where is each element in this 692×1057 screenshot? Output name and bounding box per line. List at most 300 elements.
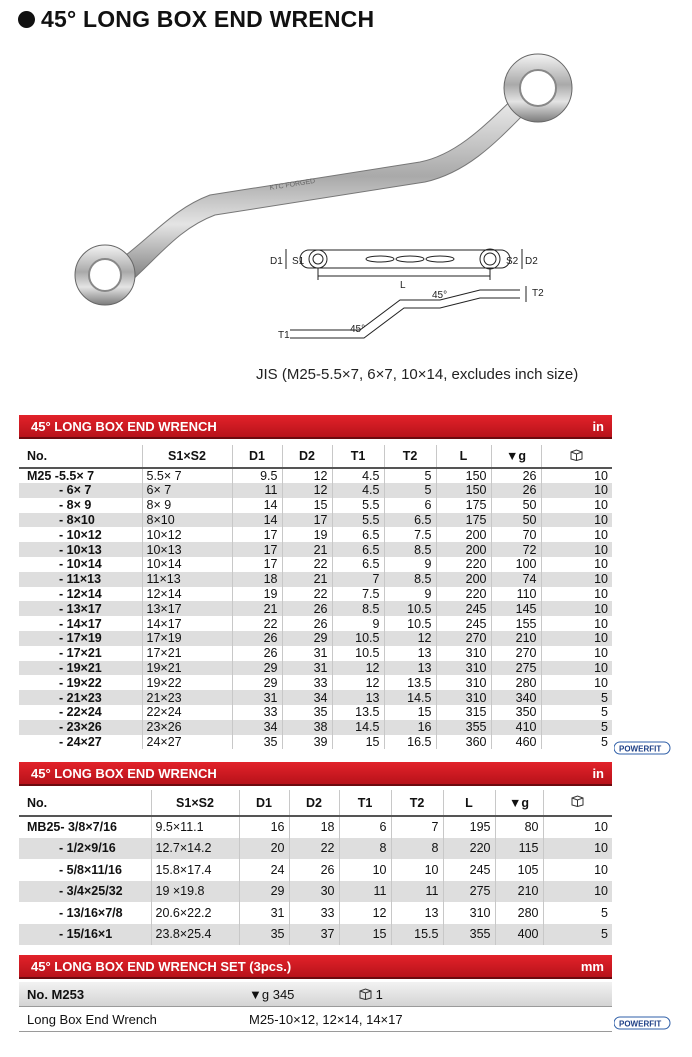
table2-cell: 10 [543, 859, 612, 881]
set-qty-value: 1 [375, 987, 383, 1002]
table1-cell: 26 [282, 616, 332, 631]
table2-cell: 29 [239, 881, 289, 903]
table1-cell: 15 [282, 498, 332, 513]
table1-cell: 9 [384, 557, 436, 572]
table2-cell: 5 [543, 902, 612, 924]
table1-cell: 10.5 [384, 601, 436, 616]
svg-text:S2: S2 [506, 256, 519, 267]
table2-cell: 15 [339, 924, 391, 946]
table1-cell: - 10×14 [59, 557, 102, 572]
table2-unit: in [592, 766, 604, 781]
table1-cell: 34 [232, 720, 282, 735]
table2-cell: 22 [289, 838, 339, 860]
table1-cell: 100 [491, 557, 541, 572]
table1-cell: 6.5 [384, 513, 436, 528]
table2-cell: 195 [443, 816, 495, 838]
svg-text:POWERFIT: POWERFIT [619, 744, 662, 754]
set-contents: M25-10×12, 12×14, 14×17 [249, 1012, 403, 1027]
table1-cell: - 24×27 [59, 734, 102, 749]
table2-header-7: ▼g [495, 790, 543, 816]
table1-cell: 7.5 [384, 527, 436, 542]
table1-cell: 17 [232, 527, 282, 542]
table1-cell: 14 [232, 498, 282, 513]
table2-cell: 12 [339, 902, 391, 924]
table1-cell: 39 [282, 735, 332, 750]
table1-cell: 4.5 [332, 483, 384, 498]
bullet-dot [18, 11, 35, 28]
table1-cell: 35 [282, 705, 332, 720]
table1-cell: 13×17 [142, 601, 232, 616]
table1-cell: 12 [332, 661, 384, 676]
table-row [19, 587, 612, 602]
table2-cell: 13 [391, 902, 443, 924]
table1-cell: 280 [491, 675, 541, 690]
table2-cell: 20 [239, 838, 289, 860]
set-unit: mm [580, 959, 604, 974]
table1-header-band [19, 415, 612, 437]
set-table [19, 982, 612, 1032]
table1-unit: in [592, 419, 604, 434]
table1-cell: 22×24 [142, 705, 232, 720]
table2-cell: 35 [239, 924, 289, 946]
table1-cell: 10 [541, 468, 612, 483]
table1-cell: 29 [232, 675, 282, 690]
table-row [19, 483, 612, 498]
box-icon [570, 449, 583, 461]
table1-cell: 12 [332, 675, 384, 690]
table1-cell: 8.5 [384, 572, 436, 587]
table1-cell: 12 [384, 631, 436, 646]
table2-cell: 80 [495, 816, 543, 838]
table1-cell: 26 [232, 631, 282, 646]
table2-cell: - 1/2×9/16 [19, 838, 151, 860]
table1-cell: 10 [541, 542, 612, 557]
svg-text:D2: D2 [525, 256, 538, 267]
table1-cell: 10 [541, 587, 612, 602]
table2-cell: - 5/8×11/16 [59, 862, 122, 877]
table2-header-4: T1 [339, 790, 391, 816]
table2-cell: 11 [391, 881, 443, 903]
table1-cell: 22 [282, 587, 332, 602]
table1-cell: 275 [491, 661, 541, 676]
table1-cell: 10 [541, 631, 612, 646]
table1-cell: 6.5 [332, 527, 384, 542]
wrench-illustration [60, 50, 620, 350]
table1-cell: 6.5 [332, 557, 384, 572]
table2-cell: - 15/16×1 [19, 924, 151, 946]
set-weight-value: g 345 [261, 987, 295, 1002]
table2-cell: 33 [289, 902, 339, 924]
table1-cell: 24×27 [142, 735, 232, 750]
table1-cell: 21 [282, 572, 332, 587]
table1-header-2: D1 [232, 445, 282, 468]
table1-cell: 50 [491, 513, 541, 528]
table1-cell: 10 [541, 646, 612, 661]
table1-cell: 10 [541, 483, 612, 498]
table1-cell: 5.5 [332, 498, 384, 513]
svg-text:D1: D1 [270, 256, 283, 267]
table1-cell: 10.5 [332, 646, 384, 661]
set-qty [359, 987, 383, 1002]
table1-cell: 17×19 [142, 631, 232, 646]
table2-cell: 15.8×17.4 [151, 859, 239, 881]
table-row [19, 838, 612, 860]
table1-cell: 31 [282, 646, 332, 661]
table2-cell: 8 [391, 838, 443, 860]
table1-cell: 18 [232, 572, 282, 587]
table1-cell: 10 [541, 498, 612, 513]
table2-cell: 11 [339, 881, 391, 903]
table1-cell: 70 [491, 527, 541, 542]
table1-cell: 7 [332, 572, 384, 587]
svg-text:T1: T1 [278, 330, 290, 341]
table1-cell: 4.5 [332, 468, 384, 483]
table1-cell: 270 [436, 631, 491, 646]
table1-cell: 175 [436, 498, 491, 513]
table1-cell: 145 [491, 601, 541, 616]
table-row [19, 527, 612, 542]
table1-cell: - 6× 7 [19, 483, 142, 498]
table2-cell: 210 [495, 881, 543, 903]
table1-cell: 8× 9 [142, 498, 232, 513]
table2-cell: 26 [289, 859, 339, 881]
table2-cell: - 13/16×7/8 [59, 905, 123, 920]
table1-cell: 200 [436, 572, 491, 587]
table1-cell: - 8× 9 [59, 498, 92, 513]
table1-header-8 [541, 445, 612, 468]
table-row [19, 631, 612, 646]
svg-text:45°: 45° [350, 324, 366, 335]
table1-cell: 38 [282, 720, 332, 735]
table-row [19, 902, 612, 924]
table1-cell: 10 [541, 572, 612, 587]
table2-title: 45° LONG BOX END WRENCH [31, 766, 217, 781]
table2-header-1: S1×S2 [151, 790, 239, 816]
table1-cell: 33 [282, 675, 332, 690]
table2-cell: 10 [543, 838, 612, 860]
table1-cell: 15 [384, 705, 436, 720]
table1 [19, 445, 612, 749]
table2-cell: 10 [339, 859, 391, 881]
table2-cell: 6 [339, 816, 391, 838]
table1-cell: 5 [541, 705, 612, 720]
table2-cell: 15.5 [391, 924, 443, 946]
table2-cell: 10 [543, 881, 612, 903]
table1-cell: 360 [436, 735, 491, 750]
svg-text:T2: T2 [532, 288, 544, 299]
table1-cell: 5 [541, 735, 612, 750]
table1-cell: 16.5 [384, 735, 436, 750]
table2-cell: 30 [289, 881, 339, 903]
table1-cell: 245 [436, 601, 491, 616]
set-weight: ▼g 345 [249, 987, 295, 1002]
table-row [19, 881, 612, 903]
table-row [19, 720, 612, 735]
table1-cell: 310 [436, 675, 491, 690]
box-icon [571, 795, 584, 807]
table1-cell: 8.5 [384, 542, 436, 557]
table-row [19, 542, 612, 557]
table1-cell: 26 [491, 483, 541, 498]
table1-cell: 340 [491, 690, 541, 705]
table2-cell: 115 [495, 838, 543, 860]
table1-cell: 13 [332, 690, 384, 705]
table1-cell: 31 [282, 661, 332, 676]
table1-cell: 17×21 [142, 646, 232, 661]
table1-cell: 150 [436, 468, 491, 483]
table1-cell: 23×26 [142, 720, 232, 735]
table1-cell: 5.5× 7 [142, 468, 232, 483]
table1-cell: 14 [232, 513, 282, 528]
table-row [19, 646, 612, 661]
svg-text:S1: S1 [292, 256, 305, 267]
table1-cell: 14.5 [384, 690, 436, 705]
table2-header-5: T2 [391, 790, 443, 816]
table1-cell: 9 [332, 616, 384, 631]
table2-cell: 23.8×25.4 [151, 924, 239, 946]
page-title [18, 6, 374, 33]
table1-cell: 22 [282, 557, 332, 572]
table1-cell: - 19×21 [19, 661, 142, 676]
table1-cell: 310 [436, 661, 491, 676]
table-row [19, 924, 612, 946]
table1-cell: - 21×23 [19, 690, 142, 705]
set-item: Long Box End Wrench [27, 1012, 157, 1027]
table2-cell: 355 [443, 924, 495, 946]
table1-cell: 19×21 [142, 661, 232, 676]
table1-cell: 13 [384, 646, 436, 661]
table1-cell: 220 [436, 557, 491, 572]
table1-cell: 17 [282, 513, 332, 528]
table1-header-5: T2 [384, 445, 436, 468]
table1-cell: 26 [232, 646, 282, 661]
table1-cell: 50 [491, 498, 541, 513]
table1-cell: 150 [436, 483, 491, 498]
table1-cell: - 10×12 [59, 527, 102, 542]
table1-cell: - 23×26 [19, 720, 142, 735]
table1-cell: 33 [232, 705, 282, 720]
table-row [19, 513, 612, 528]
table-row [19, 601, 612, 616]
table1-cell: 17 [232, 542, 282, 557]
table1-cell: 15 [332, 735, 384, 750]
table1-cell: 5.5 [332, 513, 384, 528]
table2-cell: 12.7×14.2 [151, 838, 239, 860]
table1-cell: 155 [491, 616, 541, 631]
table-row [19, 816, 612, 838]
table2-header-2: D1 [239, 790, 289, 816]
table1-cell: 21 [282, 542, 332, 557]
table2-cell: 24 [239, 859, 289, 881]
table1-cell: 22 [232, 616, 282, 631]
table2-header-3: D2 [289, 790, 339, 816]
table1-cell: 19 [282, 527, 332, 542]
table1-header-1: S1×S2 [142, 445, 232, 468]
table1-header-4: T1 [332, 445, 384, 468]
table1-cell: 10×12 [142, 527, 232, 542]
table2-cell: 275 [443, 881, 495, 903]
table1-cell: 175 [436, 513, 491, 528]
svg-text:45°: 45° [432, 290, 448, 301]
table1-cell: 315 [436, 705, 491, 720]
jis-note: JIS (M25-5.5×7, 6×7, 10×14, excludes inch size) [256, 366, 579, 383]
set-content-row [19, 1007, 612, 1032]
table1-cell: 16 [384, 720, 436, 735]
table1-cell: 200 [436, 542, 491, 557]
table1-cell: 19×22 [142, 675, 232, 690]
table2-cell: 220 [443, 838, 495, 860]
table1-cell: 7.5 [332, 587, 384, 602]
table1-cell: 270 [491, 646, 541, 661]
table1-cell: - 10×13 [19, 542, 142, 557]
table-row [19, 735, 612, 750]
table1-cell: 10 [541, 616, 612, 631]
table-row [19, 675, 612, 690]
table1-cell: M25 -5.5× 7 [27, 469, 95, 483]
table1-cell: - 17×19 [19, 631, 142, 646]
table-row [19, 572, 612, 587]
table1-cell: 410 [491, 720, 541, 735]
table2-cell: 105 [495, 859, 543, 881]
table1-cell: 12 [282, 468, 332, 483]
table1-cell: 10 [541, 601, 612, 616]
table2-cell: 310 [443, 902, 495, 924]
table2-cell: 19 ×19.8 [151, 881, 239, 903]
wrench-photo [75, 54, 572, 305]
table1-cell: 14.5 [332, 720, 384, 735]
table-row [19, 690, 612, 705]
table1-cell: 21 [232, 601, 282, 616]
table1-cell: 13.5 [384, 675, 436, 690]
set-number: No. M253 [27, 987, 85, 1002]
table1-header-0: No. [19, 445, 142, 468]
table1-cell: 26 [491, 468, 541, 483]
table1-cell: - 8×10 [19, 513, 142, 528]
table1-cell: 110 [491, 587, 541, 602]
table1-cell: 13.5 [332, 705, 384, 720]
table-row [19, 468, 612, 483]
table1-header-7: ▼g [491, 445, 541, 468]
table1-cell: 74 [491, 572, 541, 587]
table1-cell: 31 [232, 690, 282, 705]
table-row [19, 705, 612, 720]
table1-cell: 10 [541, 513, 612, 528]
table2-header-6: L [443, 790, 495, 816]
table1-cell: 6 [384, 498, 436, 513]
table2-cell: 9.5×11.1 [151, 816, 239, 838]
table1-cell: 5 [384, 468, 436, 483]
set-header-band [19, 955, 612, 977]
table2-header-8 [543, 790, 612, 816]
table1-cell: 8×10 [142, 513, 232, 528]
table1-cell: - 17×21 [59, 646, 102, 661]
table1-cell: 10×13 [142, 542, 232, 557]
table1-cell: 13 [384, 661, 436, 676]
table1-cell: - 14×17 [59, 616, 102, 631]
table2-cell: MB25- 3/8×7/16 [27, 820, 117, 835]
table1-cell: 12×14 [142, 587, 232, 602]
table1-cell: 35 [232, 735, 282, 750]
table1-cell: 200 [436, 527, 491, 542]
table2-cell: 31 [239, 902, 289, 924]
table2-cell: 280 [495, 902, 543, 924]
table1-cell: 310 [436, 690, 491, 705]
table1-cell: 10 [541, 661, 612, 676]
table1-cell: 6× 7 [142, 483, 232, 498]
table1-cell: 310 [436, 646, 491, 661]
table-row [19, 557, 612, 572]
table1-cell: 355 [436, 720, 491, 735]
table1-cell: - 22×24 [59, 705, 102, 720]
table2-cell: 18 [289, 816, 339, 838]
table2-cell: 245 [443, 859, 495, 881]
table1-cell: 9 [384, 587, 436, 602]
svg-text:POWERFIT: POWERFIT [619, 1019, 662, 1029]
table1-cell: 29 [232, 661, 282, 676]
table1-cell: 9.5 [232, 468, 282, 483]
table1-header-3: D2 [282, 445, 332, 468]
table1-cell: 11 [232, 483, 282, 498]
table2-cell: 10 [391, 859, 443, 881]
table1-cell: 10 [541, 675, 612, 690]
table1-cell: 10 [541, 557, 612, 572]
table1-cell: 72 [491, 542, 541, 557]
table1-cell: 8.5 [332, 601, 384, 616]
table1-cell: - 12×14 [59, 586, 102, 601]
table1-cell: 19 [232, 587, 282, 602]
table1-cell: 5 [384, 483, 436, 498]
table2-cell: - 3/4×25/32 [19, 881, 151, 903]
table2-header-0: No. [19, 790, 151, 816]
table1-cell: 17 [232, 557, 282, 572]
set-title: 45° LONG BOX END WRENCH SET (3pcs.) [31, 959, 292, 974]
table2-cell: 8 [339, 838, 391, 860]
table-row [19, 661, 612, 676]
table1-cell: - 13×17 [19, 601, 142, 616]
table1-cell: - 11×13 [19, 572, 142, 587]
table1-cell: 34 [282, 690, 332, 705]
table1-cell: 10.5 [384, 616, 436, 631]
table-row [19, 859, 612, 881]
table1-cell: 210 [491, 631, 541, 646]
table2-cell: 7 [391, 816, 443, 838]
table1-cell: 10.5 [332, 631, 384, 646]
table1-cell: 245 [436, 616, 491, 631]
table2-cell: 16 [239, 816, 289, 838]
box-icon [359, 988, 372, 1000]
powerfit-logo [614, 740, 672, 756]
powerfit-logo-bottom [614, 1015, 672, 1031]
svg-text:L: L [400, 280, 406, 291]
table1-cell: 6.5 [332, 542, 384, 557]
table1-cell: 220 [436, 587, 491, 602]
table1-cell: 21×23 [142, 690, 232, 705]
table1-cell: 29 [282, 631, 332, 646]
table1-cell: 5 [541, 690, 612, 705]
table1-cell: 11×13 [142, 572, 232, 587]
table1-header-6: L [436, 445, 491, 468]
table-row [19, 616, 612, 631]
table1-cell: 350 [491, 705, 541, 720]
table2-cell: 10 [543, 816, 612, 838]
table1-cell: 10 [541, 527, 612, 542]
table2-cell: 20.6×22.2 [151, 902, 239, 924]
table2 [19, 790, 612, 945]
table1-cell: - 19×22 [59, 675, 102, 690]
table1-cell: 12 [282, 483, 332, 498]
svg-text:KTC FORGED: KTC FORGED [269, 177, 316, 192]
set-header-row [19, 982, 612, 1007]
